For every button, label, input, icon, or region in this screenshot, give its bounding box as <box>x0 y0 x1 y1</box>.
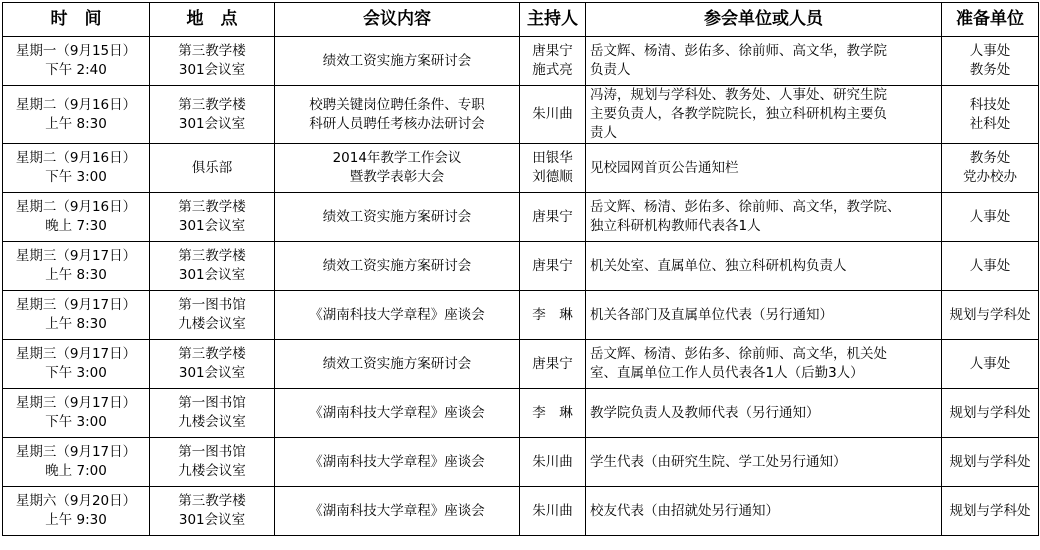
cell-place-line: 第三教学楼 <box>178 43 246 59</box>
cell-time-line: 星期三（9月17日） <box>15 248 137 264</box>
cell-place-line: 301会议室 <box>178 512 246 528</box>
cell-host-line: 唐果宁 <box>532 355 573 372</box>
cell-attendees-line: 岳文辉、杨清、彭佑多、徐前师、高文华，教学院 <box>590 43 887 59</box>
cell-time-line: 晚上 7:30 <box>45 218 107 234</box>
cell-time-line: 下午 3:00 <box>45 169 107 185</box>
table-row <box>3 37 1039 86</box>
cell-prep <box>942 340 1039 389</box>
table-header-row <box>3 3 1039 37</box>
cell-time <box>3 86 150 144</box>
cell-time <box>3 144 150 193</box>
cell-attendees-line: 教学院负责人及教师代表（另行通知） <box>590 404 820 421</box>
cell-content-line: 暨教学表彰大会 <box>349 169 445 185</box>
cell-host-line: 唐果宁 <box>532 43 573 59</box>
header-place: 地 点 <box>150 3 275 37</box>
table-row <box>3 487 1039 536</box>
cell-place-line: 第一图书馆 <box>178 395 246 411</box>
cell-content <box>275 340 520 389</box>
cell-place <box>150 389 275 438</box>
cell-place-line: 第三教学楼 <box>178 248 246 264</box>
cell-host-line: 朱川曲 <box>532 106 573 122</box>
cell-place <box>150 242 275 291</box>
cell-content-line: 《湖南科技大学章程》座谈会 <box>309 453 485 470</box>
cell-attendees <box>586 37 942 86</box>
header-attendees: 参会单位或人员 <box>586 3 942 37</box>
cell-host-line: 朱川曲 <box>532 453 573 470</box>
cell-attendees-line: 主要负责人，各教学院院长，独立科研机构主要负 <box>590 106 887 122</box>
cell-prep-line: 规划与学科处 <box>949 502 1031 519</box>
cell-prep-line: 人事处 <box>969 208 1011 225</box>
cell-time-line: 下午 3:00 <box>45 365 107 381</box>
table-row <box>3 242 1039 291</box>
cell-prep <box>942 193 1039 242</box>
cell-time <box>3 340 150 389</box>
cell-prep <box>942 37 1039 86</box>
cell-content-line: 校聘关键岗位聘任条件、专职 <box>309 96 485 113</box>
cell-time <box>3 242 150 291</box>
cell-attendees-line: 冯涛，规划与学科处、教务处、人事处、研究生院 <box>590 87 887 103</box>
cell-attendees-line: 校友代表（由招就处另行通知） <box>590 502 779 519</box>
cell-host <box>520 242 586 291</box>
cell-time-line: 上午 8:30 <box>45 267 107 283</box>
cell-content <box>275 86 520 144</box>
cell-prep-line: 党办校办 <box>963 169 1017 185</box>
cell-attendees <box>586 438 942 487</box>
cell-attendees-line: 岳文辉、杨清、彭佑多、徐前师、高文华，机关处 <box>590 346 887 362</box>
cell-content <box>275 291 520 340</box>
table-row <box>3 144 1039 193</box>
cell-host <box>520 86 586 144</box>
cell-attendees-line: 机关各部门及直属单位代表（另行通知） <box>590 306 833 323</box>
cell-place-line: 第一图书馆 <box>178 444 246 460</box>
cell-attendees-line: 岳文辉、杨清、彭佑多、徐前师、高文华，教学院、 <box>590 199 901 215</box>
cell-time-line: 下午 2:40 <box>45 62 107 78</box>
cell-time-line: 上午 8:30 <box>45 115 107 132</box>
cell-content <box>275 487 520 536</box>
cell-host <box>520 487 586 536</box>
cell-attendees <box>586 86 942 144</box>
cell-prep-line: 人事处 <box>969 257 1011 274</box>
cell-content <box>275 144 520 193</box>
cell-host <box>520 144 586 193</box>
cell-attendees-line: 室、直属单位工作人员代表各1人（后勤3人） <box>590 365 864 381</box>
cell-time-line: 上午 8:30 <box>45 316 107 332</box>
cell-place-line: 第一图书馆 <box>178 297 246 313</box>
cell-attendees <box>586 389 942 438</box>
cell-attendees <box>586 487 942 536</box>
cell-host-line: 朱川曲 <box>532 502 573 519</box>
cell-host-line: 施式亮 <box>532 62 573 78</box>
cell-host <box>520 340 586 389</box>
cell-place-line: 301会议室 <box>178 267 246 283</box>
cell-attendees <box>586 193 942 242</box>
cell-host-line: 唐果宁 <box>532 257 573 274</box>
cell-content <box>275 242 520 291</box>
cell-place-line: 九楼会议室 <box>178 463 246 479</box>
cell-prep-line: 规划与学科处 <box>949 453 1031 470</box>
cell-host-line: 田银华 <box>532 150 573 166</box>
header-time: 时 间 <box>3 3 150 37</box>
table-row <box>3 340 1039 389</box>
cell-attendees-line: 独立科研机构教师代表各1人 <box>590 218 761 234</box>
cell-time-line: 星期三（9月17日） <box>15 444 137 460</box>
cell-place-line: 九楼会议室 <box>178 414 246 430</box>
cell-place <box>150 86 275 144</box>
cell-place <box>150 340 275 389</box>
cell-prep-line: 人事处 <box>969 355 1011 372</box>
cell-content-line: 绩效工资实施方案研讨会 <box>322 355 472 372</box>
cell-content <box>275 193 520 242</box>
cell-prep-line: 人事处 <box>969 43 1011 59</box>
cell-time-line: 星期三（9月17日） <box>15 346 137 362</box>
cell-content <box>275 389 520 438</box>
cell-prep-line: 社科处 <box>969 115 1011 132</box>
cell-place-line: 第三教学楼 <box>178 346 246 362</box>
cell-prep <box>942 487 1039 536</box>
cell-attendees <box>586 144 942 193</box>
cell-time-line: 星期三（9月17日） <box>15 395 137 411</box>
header-host: 主持人 <box>520 3 586 37</box>
table-row <box>3 389 1039 438</box>
cell-place-line: 俱乐部 <box>191 159 233 176</box>
cell-content-line: 《湖南科技大学章程》座谈会 <box>309 404 485 421</box>
cell-attendees-line: 见校园网首页公告通知栏 <box>590 159 739 176</box>
cell-place <box>150 487 275 536</box>
header-content: 会议内容 <box>275 3 520 37</box>
cell-content-line: 绩效工资实施方案研讨会 <box>322 52 472 69</box>
cell-prep-line: 教务处 <box>969 150 1011 166</box>
table-row <box>3 193 1039 242</box>
cell-time <box>3 438 150 487</box>
cell-content-line: 绩效工资实施方案研讨会 <box>322 208 472 225</box>
cell-prep <box>942 438 1039 487</box>
table-body <box>3 37 1039 536</box>
cell-time-line: 星期三（9月17日） <box>15 297 137 313</box>
cell-time-line: 下午 3:00 <box>45 414 107 430</box>
cell-host-line: 刘德顺 <box>532 169 573 185</box>
cell-attendees <box>586 291 942 340</box>
cell-time-line: 星期二（9月16日） <box>15 150 137 166</box>
header-prep: 准备单位 <box>942 3 1039 37</box>
table-row <box>3 438 1039 487</box>
cell-prep-line: 教务处 <box>969 62 1011 78</box>
cell-time-line: 星期一（9月15日） <box>15 43 137 59</box>
cell-time-line: 上午 9:30 <box>45 512 107 528</box>
cell-place-line: 301会议室 <box>178 62 246 78</box>
cell-content-line: 《湖南科技大学章程》座谈会 <box>309 306 485 323</box>
table-row <box>3 86 1039 144</box>
table-row <box>3 291 1039 340</box>
cell-place-line: 第三教学楼 <box>178 199 246 215</box>
cell-place <box>150 193 275 242</box>
cell-attendees <box>586 242 942 291</box>
cell-time-line: 星期二（9月16日） <box>15 199 137 215</box>
cell-content-line: 2014年教学工作会议 <box>332 150 462 166</box>
cell-place-line: 第三教学楼 <box>178 493 246 509</box>
cell-prep <box>942 144 1039 193</box>
cell-attendees-line: 机关处室、直属单位、独立科研机构负责人 <box>590 257 847 274</box>
cell-place <box>150 37 275 86</box>
cell-content-line: 科研人员聘任考核办法研讨会 <box>309 115 485 132</box>
cell-time <box>3 37 150 86</box>
cell-time <box>3 487 150 536</box>
cell-time <box>3 193 150 242</box>
cell-host-line: 李 琳 <box>532 404 573 421</box>
cell-host-line: 唐果宁 <box>532 208 573 225</box>
cell-prep <box>942 389 1039 438</box>
cell-content-line: 《湖南科技大学章程》座谈会 <box>309 502 485 519</box>
cell-attendees-line: 责人 <box>590 125 617 141</box>
cell-attendees-line: 学生代表（由研究生院、学工处另行通知） <box>590 453 847 470</box>
cell-time <box>3 389 150 438</box>
cell-content <box>275 37 520 86</box>
cell-content <box>275 438 520 487</box>
cell-place <box>150 291 275 340</box>
cell-prep-line: 科技处 <box>969 96 1011 113</box>
cell-time-line: 星期二（9月16日） <box>15 96 137 113</box>
cell-time-line: 晚上 7:00 <box>45 463 107 479</box>
meeting-schedule-table <box>2 2 1039 536</box>
cell-host <box>520 389 586 438</box>
cell-host <box>520 291 586 340</box>
cell-time <box>3 291 150 340</box>
cell-prep <box>942 86 1039 144</box>
cell-place-line: 第三教学楼 <box>178 96 246 113</box>
cell-prep-line: 规划与学科处 <box>949 404 1031 421</box>
cell-time-line: 星期六（9月20日） <box>15 493 137 509</box>
cell-place-line: 九楼会议室 <box>178 316 246 332</box>
cell-host <box>520 193 586 242</box>
cell-prep <box>942 242 1039 291</box>
cell-place-line: 301会议室 <box>178 218 246 234</box>
cell-attendees <box>586 340 942 389</box>
cell-content-line: 绩效工资实施方案研讨会 <box>322 257 472 274</box>
cell-place <box>150 438 275 487</box>
cell-attendees-line: 负责人 <box>590 62 631 78</box>
cell-prep-line: 规划与学科处 <box>949 306 1031 323</box>
cell-place <box>150 144 275 193</box>
cell-host-line: 李 琳 <box>532 306 573 323</box>
cell-host <box>520 37 586 86</box>
cell-place-line: 301会议室 <box>178 365 246 381</box>
cell-prep <box>942 291 1039 340</box>
cell-place-line: 301会议室 <box>178 115 246 132</box>
cell-host <box>520 438 586 487</box>
